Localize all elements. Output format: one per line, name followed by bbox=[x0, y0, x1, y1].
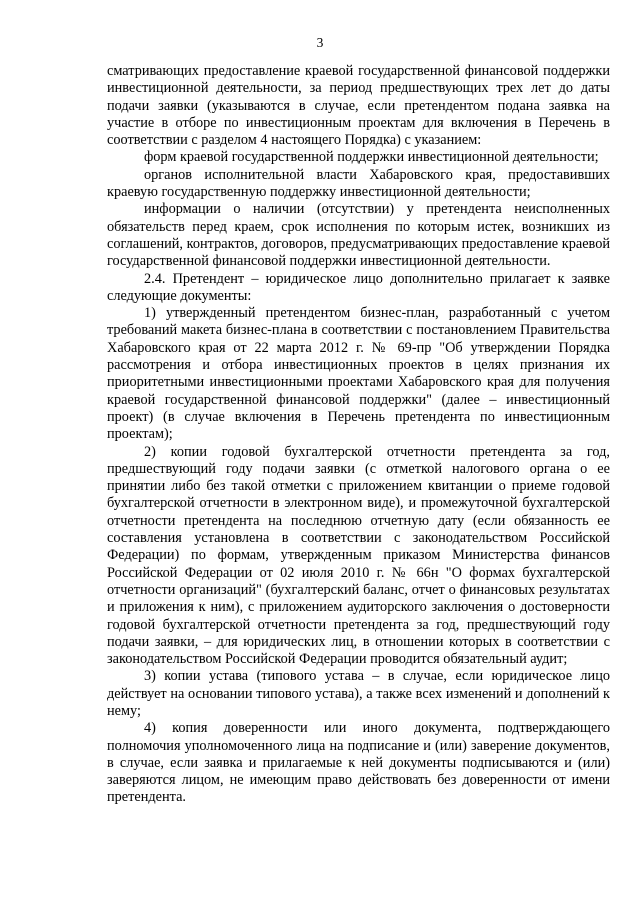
list-item-power-of-attorney: 4) копия доверенности или иного документа, подтверждающего полномочия уполномоченного лица на подписание и (или) заверение документов, в случае, если заявка и прилагаемые к ней документы подписываются и (или) заверяются лицом, не имеющим право действовать без доверенности от имени претендента. bbox=[107, 720, 610, 806]
paragraph-support-info-continuation: сматривающих предоставление краевой государственной финансовой поддержки инвестиционной деятельности, за период предшествующих трех лет до даты подачи заявки (указываются в случае, если претендентом подана заявка на участие в отборе по инвестиционным проектам для включения в Перечень в соответствии с разделом 4 настоящего Порядка) с указанием: bbox=[107, 63, 610, 149]
list-item-business-plan: 1) утвержденный претендентом бизнес-план, разработанный с учетом требований макета бизнес-плана в соответствии с постановлением Правительства Хабаровского края от 22 марта 2012 г. № 69-пр "Об утверждении Порядка рассмотрения и отбора инвестиционных проектов в целях признания их приоритетными инвестиционными проектами Хабаровского края для получения краевой государственной финансовой поддержки" (далее – инвестиционный проект) (в случае включения в Перечень претендента по инвестиционным проектам); bbox=[107, 305, 610, 443]
paragraph-section-2-4: 2.4. Претендент – юридическое лицо дополнительно прилагает к заявке следующие документы: bbox=[107, 270, 610, 304]
paragraph-support-forms: форм краевой государственной поддержки инвестиционной деятельности; bbox=[144, 149, 599, 166]
document-body bbox=[107, 63, 610, 807]
list-item-accounting-reports: 2) копии годовой бухгалтерской отчетности претендента за год, предшествующий году подачи заявки (с отметкой налогового органа о ее принятии либо без такой отметки с приложением квитанции о приеме годовой бухгалтерской отчетности в электронном виде), и промежуточной бухгалтерской отчетности претендента на последнюю отчетную дату (если обязанность ее составления установлена в соответствии с законодательством Российской Федерации) по формам, утвержденным приказом Министерства финансов Российской Федерации от 02 июля 2010 г. № 66н "О формах бухгалтерской отчетности организаций" (бухгалтерский баланс, отчет о финансовых результатах и приложения к ним), с приложением аудиторского заключения о достоверности годовой бухгалтерской отчетности претендента за год, предшествующий году подачи заявки, – для юридических лиц, в отношении которых в соответствии с законодательством Российской Федерации проводится обязательный аудит; bbox=[107, 443, 610, 668]
paragraph-executive-bodies: органов исполнительной власти Хабаровского края, предоставивших краевую государственную поддержку инвестиционной деятельности; bbox=[107, 166, 610, 201]
page-number: 3 bbox=[316, 35, 324, 50]
paragraph-unfulfilled-obligations: информации о наличии (отсутствии) у претендента неисполненных обязательств перед краем, срок исполнения по которым истек, возникших из соглашений, контрактов, договоров, предусматривающих предоставление краевой государственной финансовой поддержки инвестиционной деятельности. bbox=[107, 201, 610, 270]
list-item-charter-copies: 3) копии устава (типового устава – в случае, если юридическое лицо действует на основании типового устава), а также всех изменений и дополнений к нему; bbox=[107, 668, 610, 719]
